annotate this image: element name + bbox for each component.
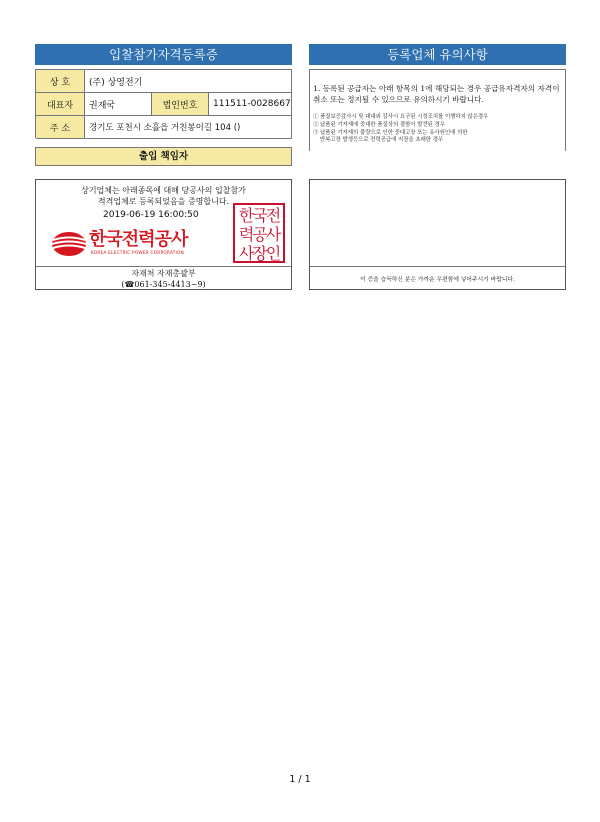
notice-divider [310,266,565,267]
certificate-divider [36,266,291,267]
official-seal: 한국전력공사사장인 [233,203,285,263]
certificate-line-1: 상기업체는 아래종목에 대해 당공사의 입찰참가 [81,186,246,195]
logo-english-text: KOREA ELECTRIC POWER CORPORATION [91,251,184,256]
logo-korean-text: 한국전력공사 [89,229,188,250]
notice-item: ③ 납품된 기자재의 불량으로 인한 중대고장 또는 유사원인에 의한 [313,129,468,136]
ceo-label: 대표자 [36,93,85,116]
biz-no-value: 111511-0028667 [209,93,292,116]
contact-info [36,269,291,290]
kepco-logo [51,230,226,260]
lost-found-notice: 이 증을 습득하신 분은 가까운 우편함에 넣어주시기 바랍니다. [360,277,515,283]
certificate-box [35,179,292,290]
notice-items [313,114,561,145]
certificate-title: 입찰참가자격등록증 [35,44,292,65]
notice-box [309,69,566,151]
certificate-line-2: 적격업체로 등록되었음을 증명합니다. [97,197,230,206]
company-row [36,70,292,93]
kepco-logo-icon [51,231,87,257]
manager-bar: 출입 책임자 [35,147,292,166]
notice-item: ② 납품된 기자재에 중대한 품질상의 결함이 발견된 경우 [313,121,445,128]
notice-item: ① 품질보증감사시 및 대내외 감사시 요구된 시정조치를 이행하지 않은경우 [313,114,489,120]
ceo-row [36,93,292,116]
address-row [36,116,292,139]
ceo-value: 권재국 [85,93,152,116]
address-value: 경기도 포천시 소흘읍 거친봉이길 104 () [85,116,292,139]
contact-phone: (☎061-345-4413~9) [121,279,206,289]
address-label: 주 소 [36,116,85,139]
notice-main-text: 1. 등록된 공급자는 아래 항목의 1에 해당되는 경우 공급유자격자의 자격이 취소 또는 정지될 수 있으므로 유의하시기 바랍니다. [313,84,560,104]
biz-no-label: 법인번호 [152,93,209,116]
issue-datetime: 2019-06-19 16:00:50 [103,210,199,220]
page-number: 1 / 1 [289,774,311,785]
company-info-table [35,69,292,138]
company-label: 상 호 [36,70,85,93]
contact-department: 자재처 자재총괄부 [131,269,196,278]
notice-item: 반복고장 발생등으로 전력공급에 지장을 초래한 경우 [320,137,444,144]
company-value: (주) 상영전기 [85,70,292,93]
notice-title: 등록업체 유의사항 [309,44,566,65]
notice-box-bottom [309,179,566,290]
